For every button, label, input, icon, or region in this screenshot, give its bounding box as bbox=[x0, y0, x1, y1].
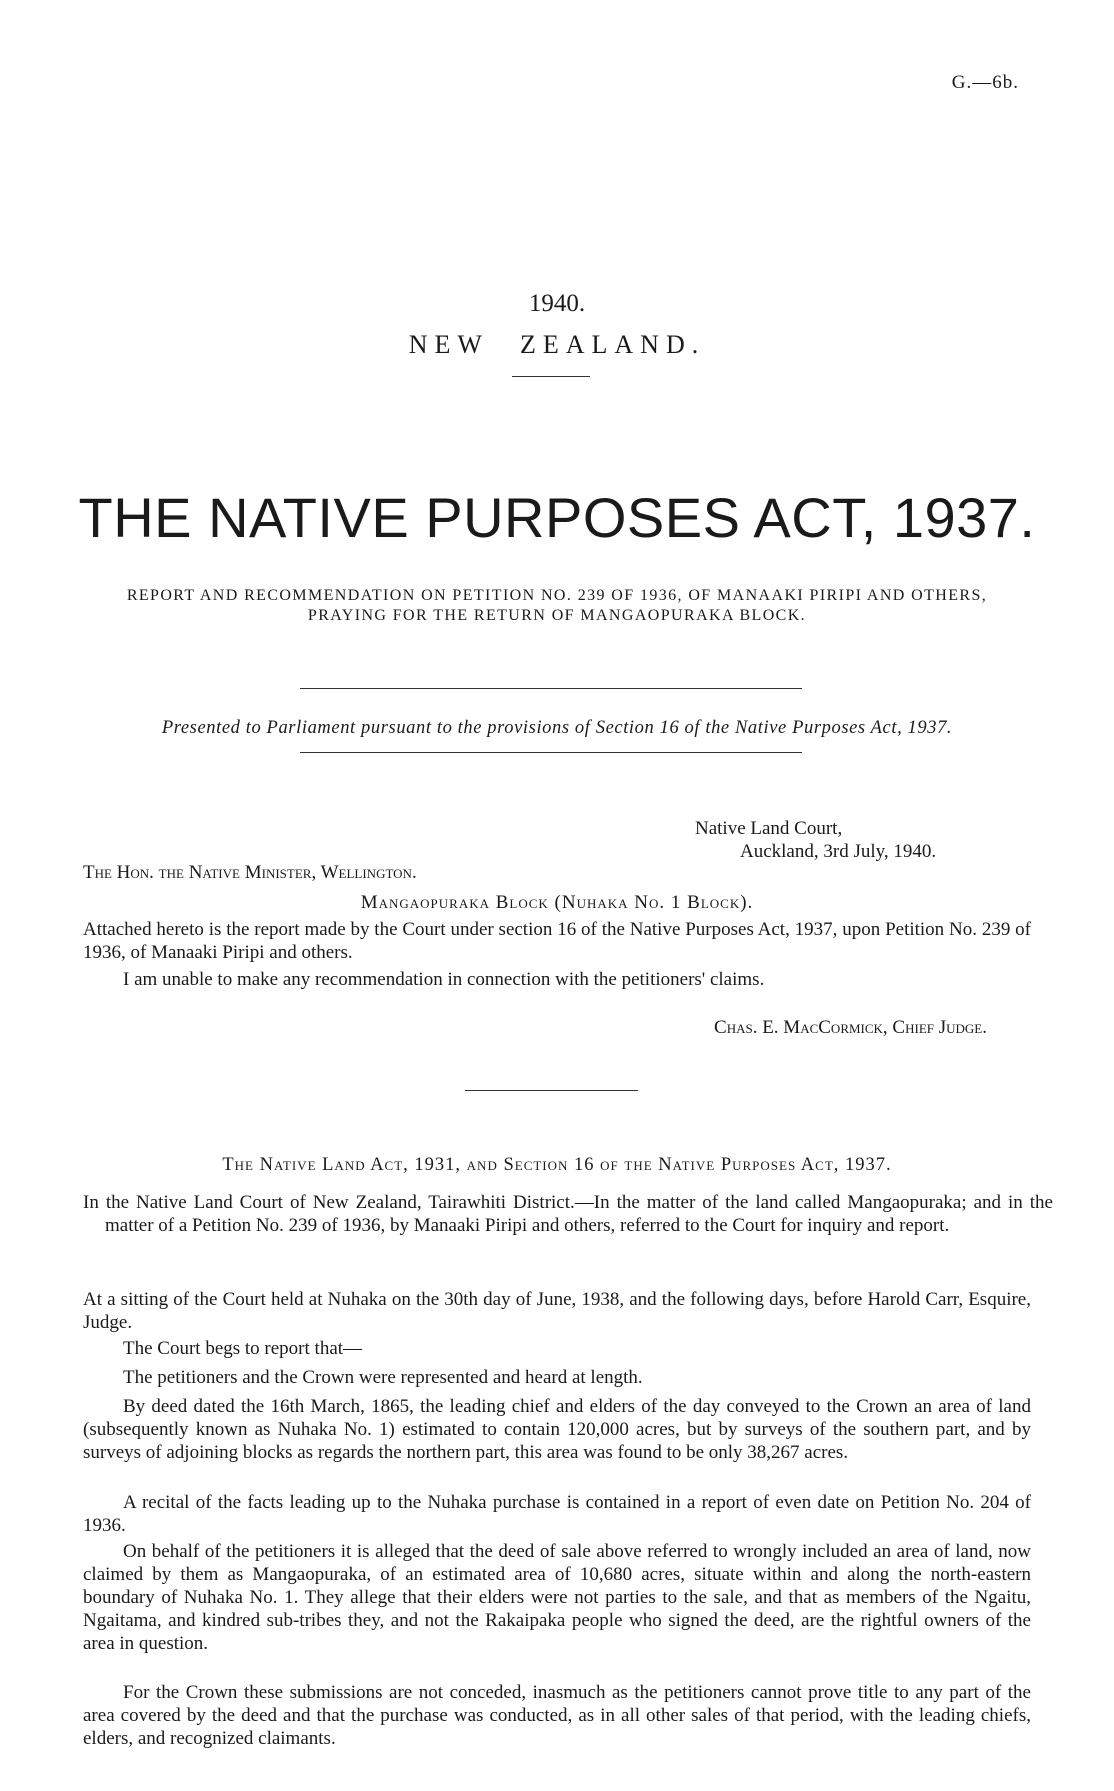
report-heading: The Native Land Act, 1931, and Section 16 of the Native Purposes Act, 1937. bbox=[222, 1155, 892, 1175]
block-heading: Mangaopuraka Block (Nuhaka No. 1 Block). bbox=[360, 892, 754, 913]
court-date: Auckland, 3rd July, 1940. bbox=[740, 841, 937, 862]
report-preamble: In the Native Land Court of New Zealand, Tairawhiti District.—In the matter of the land called Mangaopuraka; and in the matter of a Petition No. 239 of 1936, by Manaaki Piripi and others, referred to the Court for inquiry and report. bbox=[83, 1192, 1053, 1236]
letter-paragraph: I am unable to make any recommendation in connection with the petitioners' claims. bbox=[123, 969, 765, 990]
page-reference: G.—6b. bbox=[951, 72, 1019, 93]
report-paragraph: A recital of the facts leading up to the Nuhaka purchase is contained in a report of even date on Petition No. 204 of 1936. bbox=[83, 1492, 1031, 1536]
divider-rule bbox=[300, 688, 802, 689]
presented-note: Presented to Parliament pursuant to the provisions of Section 16 of the Native Purposes Act, 1937. bbox=[161, 718, 953, 738]
report-paragraph: For the Crown these submissions are not conceded, inasmuch as the petitioners cannot prove title to any part of the area covered by the deed and that the purchase was conducted, as in all other sales of that period, with the leading chiefs, elders, and recognized claimants. bbox=[83, 1682, 1031, 1749]
report-paragraph: On behalf of the petitioners it is alleged that the deed of sale above referred to wrongly included an area of land, now claimed by them as Mangaopuraka, of an estimated area of 10,680 acres, situate within and along the north-eastern boundary of Nuhaka No. 1. They allege that their elders were not parties to the sale, and that as members of the Ngaitu, Ngaitama, and kindred sub-tribes they, and not the Rakaipaka people who signed the deed, are the rightful owners of the area in question. bbox=[83, 1541, 1031, 1654]
addressee: The Hon. the Native Minister, Wellington. bbox=[83, 862, 417, 883]
country-name: NEW ZEALAND. bbox=[408, 330, 706, 359]
divider-rule bbox=[512, 376, 590, 377]
report-paragraph: The Court begs to report that— bbox=[123, 1338, 363, 1359]
document-subtitle: REPORT AND RECOMMENDATION ON PETITION NO. 239 OF 1936, OF MANAAKI PIRIPI AND OTHERS, PRAYING FOR THE RETURN OF MANGAOPURAKA BLOCK. bbox=[126, 587, 988, 624]
court-name: Native Land Court, bbox=[695, 818, 843, 839]
letter-paragraph: Attached hereto is the report made by the Court under section 16 of the Native Purposes Act, 1937, upon Petition No. 239 of 1936, of Manaaki Piripi and others. bbox=[83, 919, 1031, 963]
document-title: THE NATIVE PURPOSES ACT, 1937. bbox=[78, 486, 1036, 549]
divider-rule bbox=[300, 752, 802, 753]
publication-year: 1940. bbox=[528, 290, 586, 317]
report-paragraph: The petitioners and the Crown were represented and heard at length. bbox=[123, 1367, 643, 1388]
divider-rule bbox=[465, 1090, 638, 1091]
report-paragraph: At a sitting of the Court held at Nuhaka on the 30th day of June, 1938, and the following days, before Harold Carr, Esquire, Judge. bbox=[83, 1289, 1031, 1333]
signature: Chas. E. MacCormick, Chief Judge. bbox=[714, 1017, 987, 1038]
report-paragraph: By deed dated the 16th March, 1865, the leading chief and elders of the day conveyed to the Crown an area of land (subsequently known as Nuhaka No. 1) estimated to contain 120,000 acres, but by surveys of the southern part, and by surveys of adjoining blocks as regards the northern part, this area was found to be only 38,267 acres. bbox=[83, 1396, 1031, 1463]
